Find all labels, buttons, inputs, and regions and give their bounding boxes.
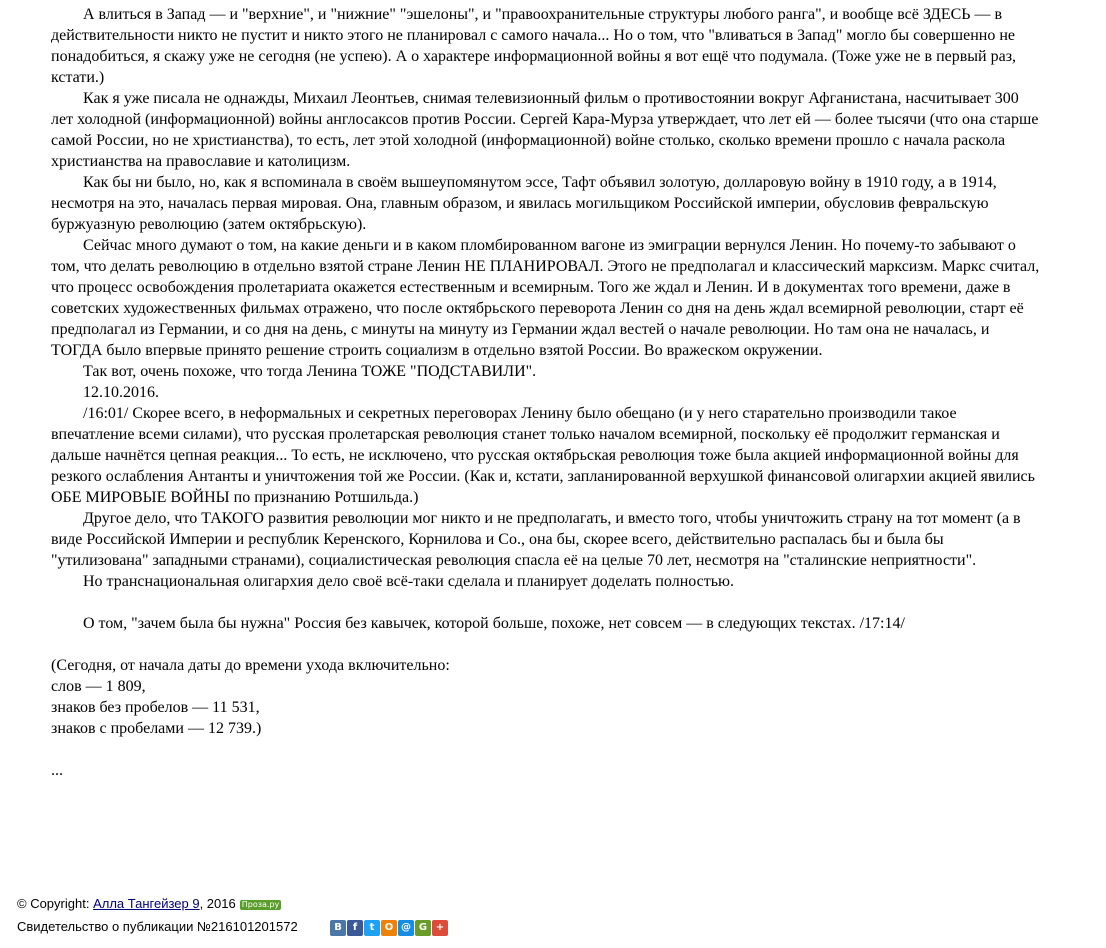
paragraph: Как бы ни было, но, как я вспоминала в своём вышеупомянутом эссе, Тафт объявил золотую, долларовую войну в 1910 году, а в 1914, несмотря на это, началась первая мировая. Она, главным образом, и явилась могильщиком Российской империи, обусловив февральскую буржуазную революцию (затем октябрьскую). [51, 174, 997, 233]
footer [17, 894, 717, 937]
mailru-icon[interactable]: @ [398, 920, 414, 936]
paragraph: Как я уже писала не однажды, Михаил Леонтьев, снимая телевизионный фильм о противостоянии вокруг Афганистана, насчитывает 300 лет холодной (информационной) войны англосаксов против России. Сергей Кара-Мурза утверждает, что лет ей — более тысячи (что она старше самой России, но не христианства), то есть, лет этой холодной (информационной) войне столько, сколько времени прошло с начала раскола христианства на православие и католицизм. [51, 90, 1039, 170]
proza-logo-badge[interactable]: Проза.ру [241, 900, 280, 909]
stats-line: слов — 1 809, [51, 678, 146, 695]
ellipsis: ... [51, 762, 63, 779]
paragraph: Сейчас много думают о том, на какие деньги и в каком пломбированном вагоне из эмиграции вернулся Ленин. Но почему-то забывают о том, что делать революцию в отдельно взятой стране Ленин НЕ ПЛАНИРОВАЛ. Этого не предполагал и классический марксизм. Маркс считал, что процесс освобождения пролетариата окажется естественным и всемирным. Того же ждал и Ленин. И в документах того времени, даже в советских художественных фильмах отражено, что после октябрьского переворота Ленин со дня на день ждал всемирной революции, старт её предполагал из Германии, и со дня на день, с минуты на минуту из Германии ждал вестей о начале революции. Но там она не началась, и ТОГДА было впервые принято решение строить социализм в отдельно взятой России. Во вражеском окружении. [51, 237, 1040, 359]
stats-line: (Сегодня, от начала даты до времени ухода включительно: [51, 657, 450, 674]
article-body [51, 4, 1041, 781]
copyright-line [17, 894, 717, 914]
certificate-line [17, 917, 717, 937]
paragraph: О том, "зачем была бы нужна" Россия без кавычек, которой больше, похоже, нет совсем — в следующих текстах. /17:14/ [83, 615, 905, 632]
author-link[interactable]: Алла Тангейзер 9 [93, 896, 200, 911]
copyright-prefix: © Copyright: [17, 896, 94, 911]
odnoklassniki-icon[interactable]: О [381, 920, 397, 936]
stats-line: знаков с пробелами — 12 739.) [51, 720, 262, 737]
livejournal-icon[interactable]: G [415, 920, 431, 936]
googleplus-icon[interactable]: + [432, 920, 448, 936]
paragraph: А влиться в Запад — и "верхние", и "нижние" "эшелоны", и "правоохранительные структуры любого ранга", и вообще всё ЗДЕСЬ — в действительности никто не пустит и никто этого не планировал с самого начала... Но о том, что "вливаться в Запад" могло бы совершенно не понадобиться, я скажу уже не сегодня (не успею). А о характере информационной войны я вот ещё что подумала. (Тоже уже не в первый раз, кстати.) [51, 6, 1017, 86]
paragraph: Другое дело, что ТАКОГО развития революции мог никто и не предполагать, и вместо того, чтобы уничтожить страну на тот момент (а в виде Российской Империи и республик Керенского, Корнилова и Со., она бы, скорее всего, действительно распалась бы и была бы "утилизована" западными странами), социалистическая революция спасла её на целые 70 лет, несмотря на "сталинские неприятности". [51, 510, 1021, 569]
copyright-year: , 2016 [199, 896, 236, 911]
certificate-text: Свидетельство о публикации №216101201572 [17, 919, 298, 934]
facebook-icon[interactable]: f [347, 920, 363, 936]
vk-icon[interactable]: В [330, 920, 346, 936]
paragraph: /16:01/ Скорее всего, в неформальных и секретных переговорах Ленину было обещано (и у него старательно производили такое впечатление всеми силами), что русская пролетарская революция станет только началом всемирной, поскольку её продолжит германская и дальше начнётся цепная реакция... То есть, не исключено, что русская октябрьская революция тоже была акцией информационной войны для резкого ослабления Антанты и уничтожения той же России. (Как и, кстати, запланированной верхушкой финансовой олигархии акцией явились ОБЕ МИРОВЫЕ ВОЙНЫ по признанию Ротшильда.) [51, 405, 1035, 506]
paragraph: Так вот, очень похоже, что тогда Ленина ТОЖЕ "ПОДСТАВИЛИ". [83, 363, 537, 380]
date-line: 12.10.2016. [83, 384, 159, 401]
stats-line: знаков без пробелов — 11 531, [51, 699, 260, 716]
paragraph: Но транснациональная олигархия дело своё всё-таки сделала и планирует доделать полностью. [83, 573, 735, 590]
share-buttons [330, 920, 448, 936]
twitter-icon[interactable]: t [364, 920, 380, 936]
